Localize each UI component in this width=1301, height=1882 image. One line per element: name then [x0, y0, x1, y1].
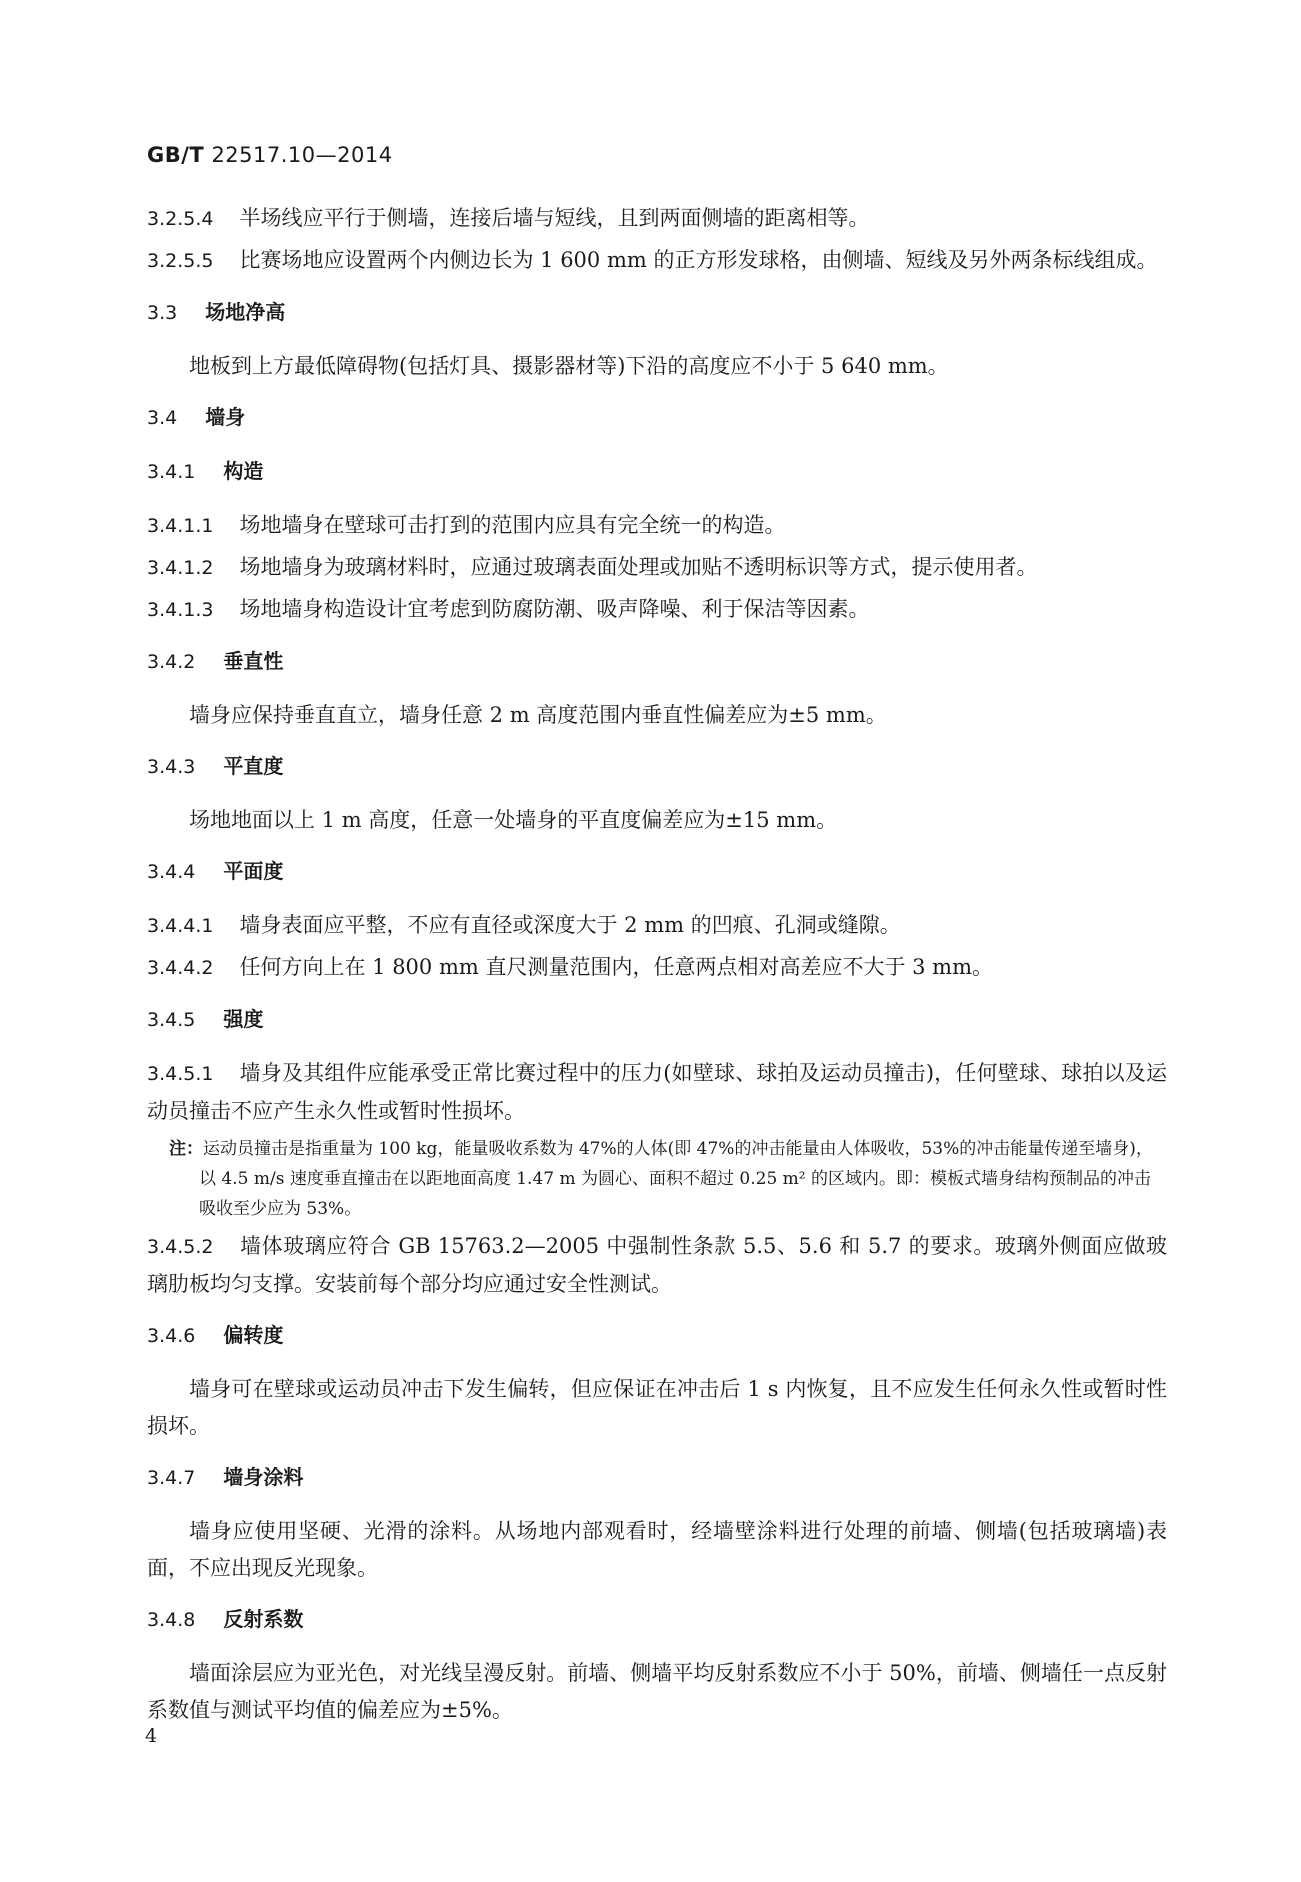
clause: [147, 907, 1167, 945]
clause: [147, 591, 1167, 629]
clause-number: 3.4.4.2: [147, 957, 214, 979]
clause: [147, 949, 1167, 987]
page-number: 4: [145, 1725, 158, 1747]
section-number: 3.4.3: [147, 756, 196, 778]
standard-code: GB/T: [147, 143, 205, 167]
section-heading: [147, 399, 1167, 437]
section-heading: [147, 748, 1167, 786]
section-heading: [147, 853, 1167, 891]
clause-number: 3.2.5.5: [147, 250, 214, 272]
clause-text: 比赛场地应设置两个内侧边长为 1 600 mm 的正方形发球格，由侧墙、短线及另外两条标线组成。: [239, 248, 1158, 272]
clause-number: 3.4.1.2: [147, 557, 214, 579]
standard-header: [147, 143, 393, 167]
paragraph: 场地地面以上 1 m 高度，任意一处墙身的平直度偏差应为±15 mm。: [189, 808, 838, 832]
section-number: 3.4: [147, 407, 178, 429]
section-heading: [147, 1601, 1167, 1639]
clause-number: 3.4.5.2: [147, 1236, 214, 1258]
clause-text: 场地墙身在壁球可击打到的范围内应具有完全统一的构造。: [239, 513, 786, 537]
section-heading: [147, 643, 1167, 681]
note-label: 注：: [169, 1139, 203, 1159]
clause: [147, 1228, 1167, 1303]
section-number: 3.3: [147, 302, 178, 324]
document-body: [147, 200, 1167, 1743]
section-title: 墙身涂料: [223, 1465, 304, 1489]
section-title: 平直度: [223, 754, 284, 778]
paragraph: 墙面涂层应为亚光色，对光线呈漫反射。前墙、侧墙平均反射系数应不小于 50%，前墙、侧墙任一点反射系数值与测试平均值的偏差应为±5%。: [147, 1661, 1167, 1722]
clause: [147, 242, 1167, 280]
section-title: 构造: [223, 459, 264, 483]
section-number: 3.4.7: [147, 1467, 196, 1489]
clause: [147, 507, 1167, 545]
paragraph: 墙身应使用坚硬、光滑的涂料。从场地内部观看时，经墙壁涂料进行处理的前墙、侧墙(包括玻璃墙)表面，不应出现反光现象。: [147, 1519, 1167, 1580]
section-title: 场地净高: [205, 300, 286, 324]
section-number: 3.4.4: [147, 861, 196, 883]
section-heading: [147, 1459, 1167, 1497]
clause-text: 墙体玻璃应符合 GB 15763.2—2005 中强制性条款 5.5、5.6 和 5.7 的要求。玻璃外侧面应做玻璃肋板均匀支撑。安装前每个部分均应通过安全性测试。: [147, 1234, 1167, 1296]
section-title: 偏转度: [223, 1323, 284, 1347]
section-number: 3.4.6: [147, 1325, 196, 1347]
paragraph: 墙身可在壁球或运动员冲击下发生偏转，但应保证在冲击后 1 s 内恢复，且不应发生任何永久性或暂时性损坏。: [147, 1377, 1167, 1438]
section-heading: [147, 294, 1167, 332]
clause-text: 半场线应平行于侧墙，连接后墙与短线，且到两面侧墙的距离相等。: [239, 206, 870, 230]
section-number: 3.4.5: [147, 1009, 196, 1031]
paragraph: 地板到上方最低障碍物(包括灯具、摄影器材等)下沿的高度应不小于 5 640 mm。: [189, 354, 949, 378]
clause-text: 墙身及其组件应能承受正常比赛过程中的压力(如壁球、球拍及运动员撞击)，任何壁球、球拍以及运动员撞击不应产生永久性或暂时性损坏。: [147, 1061, 1167, 1123]
standard-number: 22517.10—2014: [211, 143, 393, 167]
clause-text: 任何方向上在 1 800 mm 直尺测量范围内，任意两点相对高差应不大于 3 mm。: [239, 955, 993, 979]
section-number: 3.4.8: [147, 1609, 196, 1631]
section-heading: [147, 453, 1167, 491]
section-number: 3.4.1: [147, 461, 196, 483]
clause-number: 3.4.1.3: [147, 599, 214, 621]
clause-number: 3.4.4.1: [147, 915, 214, 937]
note-text: 运动员撞击是指重量为 100 kg，能量吸收系数为 47%的人体(即 47%的冲击能量由人体吸收，53%的冲击能量传递至墙身)，以 4.5 m/s 速度垂直撞击在以距地面高度 1.47 m 为圆心、面积不超过 0.25 m² 的区域内。即：模板式墙身结构预制品的冲击吸收至少应为 53%。: [199, 1139, 1153, 1219]
clause-number: 3.4.1.1: [147, 515, 214, 537]
clause-number: 3.4.5.1: [147, 1063, 214, 1085]
clause-text: 墙身表面应平整，不应有直径或深度大于 2 mm 的凹痕、孔洞或缝隙。: [239, 913, 901, 937]
clause-text: 场地墙身构造设计宜考虑到防腐防潮、吸声降噪、利于保洁等因素。: [239, 597, 870, 621]
clause: [147, 200, 1167, 238]
section-heading: [147, 1317, 1167, 1355]
paragraph: 墙身应保持垂直直立，墙身任意 2 m 高度范围内垂直性偏差应为±5 mm。: [189, 703, 887, 727]
section-heading: [147, 1001, 1167, 1039]
section-number: 3.4.2: [147, 651, 196, 673]
section-title: 垂直性: [223, 649, 284, 673]
section-title: 平面度: [223, 859, 284, 883]
clause-text: 场地墙身为玻璃材料时，应通过玻璃表面处理或加贴不透明标识等方式，提示使用者。: [239, 555, 1038, 579]
clause: [147, 1055, 1167, 1130]
clause: [147, 549, 1167, 587]
clause-number: 3.2.5.4: [147, 208, 214, 230]
note: [147, 1134, 1167, 1224]
section-title: 反射系数: [223, 1607, 304, 1631]
section-title: 强度: [223, 1007, 264, 1031]
section-title: 墙身: [205, 405, 246, 429]
